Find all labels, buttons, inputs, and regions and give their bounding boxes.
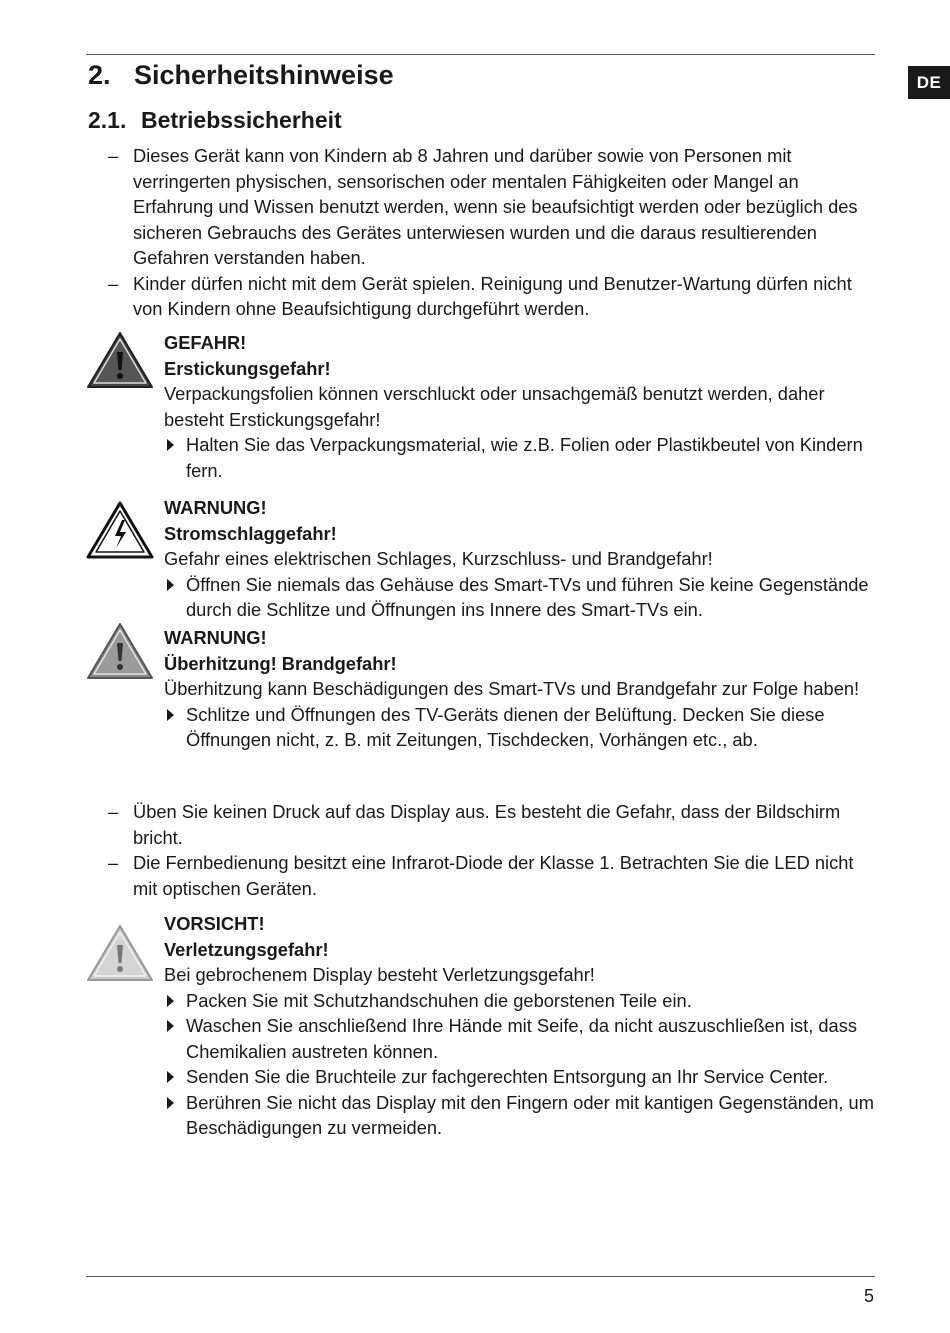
action-list xyxy=(164,572,876,623)
section-heading xyxy=(88,60,394,91)
action-item xyxy=(164,572,876,623)
notice-warning-electric xyxy=(164,495,876,623)
section-title: Sicherheitshinweise xyxy=(134,60,394,90)
action-item xyxy=(164,432,876,483)
hazard-title: Verletzungsgefahr! xyxy=(164,938,329,960)
arrow-icon xyxy=(167,995,174,1007)
action-text: Öffnen Sie niemals das Gehäuse des Smart-TVs und führen Sie keine Gegenstände durch die Schlitze und Öffnungen ins Innere des Smart-TVs ein. xyxy=(186,573,869,620)
arrow-icon xyxy=(167,1097,174,1109)
header-rule xyxy=(86,54,875,55)
subsection-number: 2.1. xyxy=(88,107,127,133)
action-text: Schlitze und Öffnungen des TV-Geräts dienen der Belüftung. Decken Sie diese Öffnungen nicht, z. B. mit Zeitungen, Tischdecken, Vorhängen etc., ab. xyxy=(186,703,825,750)
action-list xyxy=(164,432,876,483)
action-item xyxy=(164,1013,876,1064)
warning-triangle-icon xyxy=(86,621,154,681)
subsection-heading xyxy=(88,107,342,134)
hazard-text: Verpackungsfolien können verschluckt oder unsachgemäß benutzt werden, daher besteht Erstickungsgefahr! xyxy=(164,383,825,430)
hazard-title: Überhitzung! Brandgefahr! xyxy=(164,652,397,674)
notice-warning-overheat xyxy=(164,625,876,753)
action-list xyxy=(164,702,876,753)
page-number: 5 xyxy=(864,1286,875,1306)
action-text: Packen Sie mit Schutzhandschuhen die geborstenen Teile ein. xyxy=(186,989,692,1011)
action-item xyxy=(164,988,876,1014)
action-item xyxy=(164,1064,876,1090)
notice-caution xyxy=(164,911,876,1141)
hazard-title: Stromschlaggefahr! xyxy=(164,522,337,544)
hazard-text: Gefahr eines elektrischen Schlages, Kurzschluss- und Brandgefahr! xyxy=(164,548,713,569)
display-list xyxy=(108,799,878,901)
arrow-icon xyxy=(167,709,174,721)
section-number: 2. xyxy=(88,60,111,90)
subsection-title: Betriebssicherheit xyxy=(141,107,342,133)
caution-triangle-icon xyxy=(86,923,154,983)
action-text: Senden Sie die Bruchteile zur fachgerechten Entsorgung an Ihr Service Center. xyxy=(186,1066,829,1087)
arrow-icon xyxy=(167,439,174,451)
hazard-title: Erstickungsgefahr! xyxy=(164,357,331,379)
action-item xyxy=(164,1090,876,1141)
list-item: – Kinder dürfen nicht mit dem Gerät spielen. Reinigung und Benutzer-Wartung dürfen nicht von Kindern ohne Beaufsichtigung durchgeführt werden. xyxy=(108,271,878,322)
signal-word: WARNUNG! xyxy=(164,497,267,518)
list-item: – Die Fernbedienung besitzt eine Infrarot-Diode der Klasse 1. Betrachten Sie die LED nicht mit optischen Geräten. xyxy=(108,850,878,901)
arrow-icon xyxy=(167,1020,174,1032)
action-text: Waschen Sie anschließend Ihre Hände mit Seife, da nicht auszuschließen ist, dass Chemikalien austreten können. xyxy=(186,1015,857,1062)
action-item xyxy=(164,702,876,753)
list-item: – Üben Sie keinen Druck auf das Display aus. Es besteht die Gefahr, dass der Bildschirm bricht. xyxy=(108,799,878,850)
hazard-text: Bei gebrochenem Display besteht Verletzungsgefahr! xyxy=(164,964,595,985)
action-text: Halten Sie das Verpackungsmaterial, wie z.B. Folien oder Plastikbeutel von Kindern fern. xyxy=(186,434,863,481)
arrow-icon xyxy=(167,1071,174,1083)
action-text: Berühren Sie nicht das Display mit den Fingern oder mit kantigen Gegenständen, um Beschädigungen zu vermeiden. xyxy=(186,1091,874,1138)
list-item: – Dieses Gerät kann von Kindern ab 8 Jahren und darüber sowie von Personen mit verringerten physischen, sensorischen oder mentalen Fähigkeiten oder Mangel an Erfahrung und Wissen benutzt werden, wenn sie beaufsichtigt werden oder bezüglich des sicheren Gebrauchs des Gerätes unterwiesen wurden und die daraus resultierenden Gefahren verstanden haben. xyxy=(108,143,878,271)
electric-shock-icon xyxy=(86,500,154,560)
signal-word: GEFAHR! xyxy=(164,332,247,353)
signal-word: WARNUNG! xyxy=(164,627,267,648)
arrow-icon xyxy=(167,579,174,591)
notice-danger xyxy=(164,330,876,483)
signal-word: VORSICHT! xyxy=(164,913,265,934)
warning-triangle-icon xyxy=(86,330,154,390)
language-tab: DE xyxy=(908,66,950,99)
action-list xyxy=(164,988,876,1141)
intro-list xyxy=(108,143,878,322)
hazard-text: Überhitzung kann Beschädigungen des Smart-TVs und Brandgefahr zur Folge haben! xyxy=(164,678,860,699)
footer-rule xyxy=(86,1276,875,1277)
